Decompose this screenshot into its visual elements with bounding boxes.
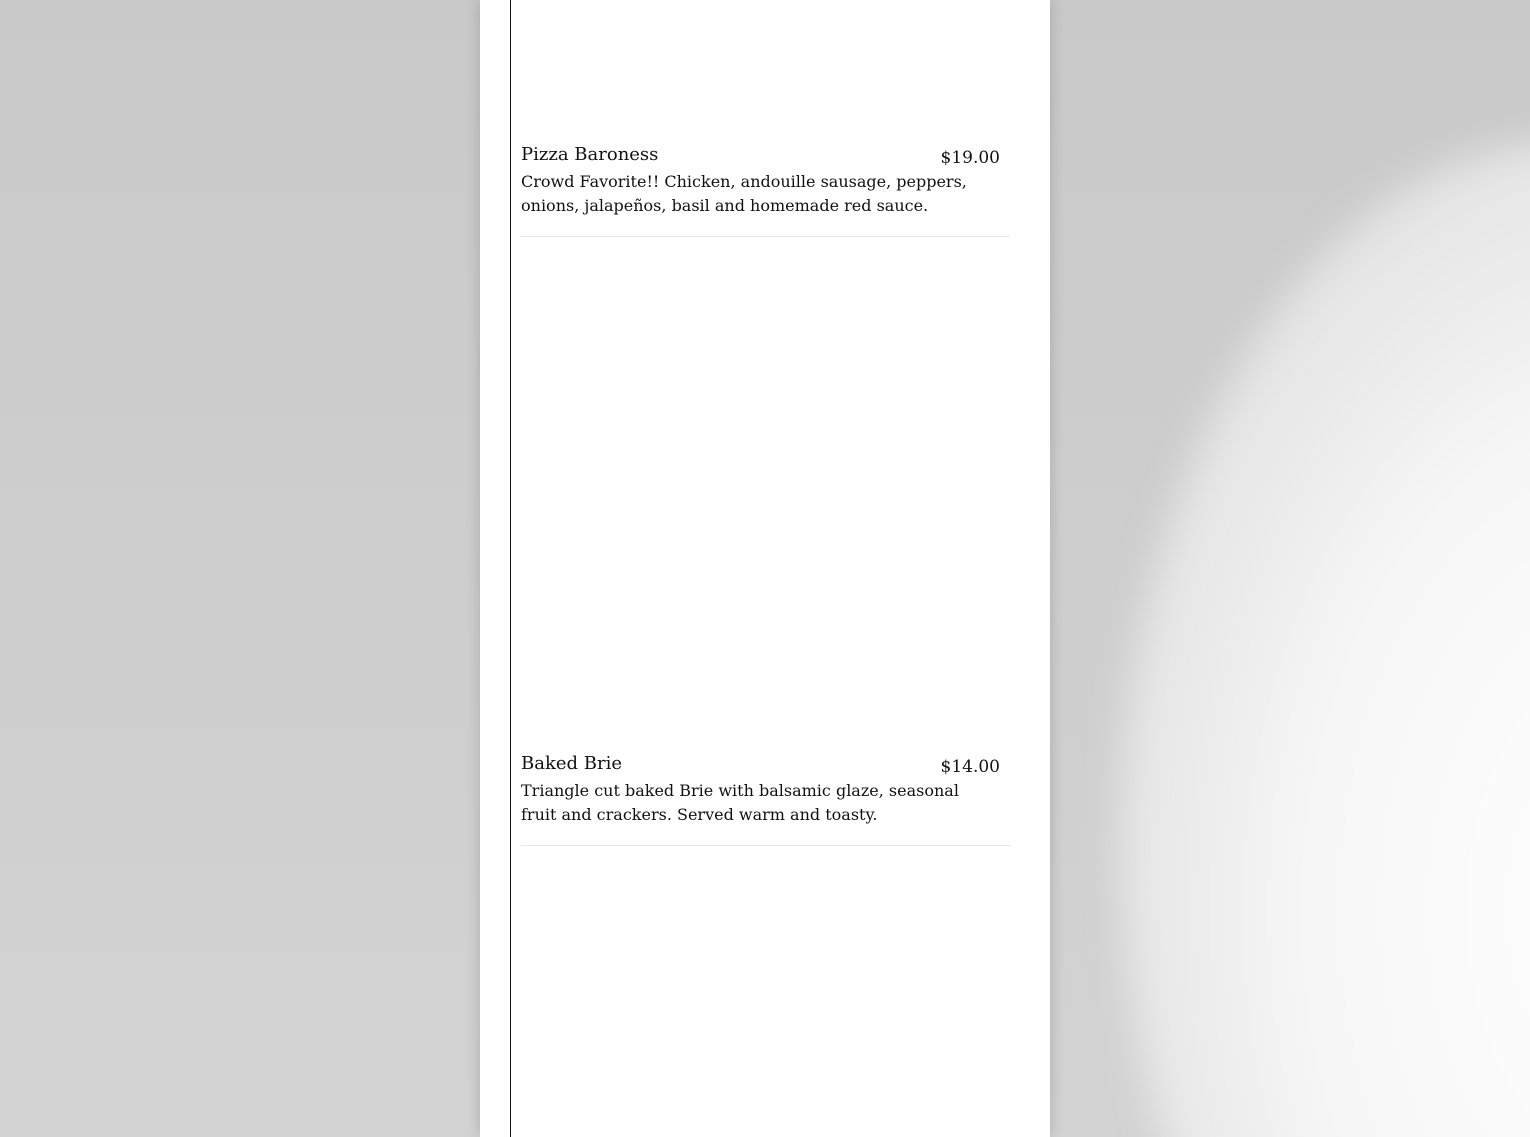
menu-item-name: Baked Brie [521,753,623,774]
menu-item-price: $14.00 [940,757,1000,777]
menu-item-description: Crowd Favorite!! Chicken, andouille sausage, peppers, onions, jalapeños, basil and homemade red sauce. [521,172,967,215]
menu-item-price: $19.00 [940,148,1000,168]
menu-item[interactable] [521,753,1010,846]
menu-item[interactable] [521,144,1010,237]
menu-left-rule [510,0,511,1137]
menu-item-header [521,753,1010,779]
menu-item-description: Triangle cut baked Brie with balsamic glaze, seasonal fruit and crackers. Served warm and toasty. [521,781,959,824]
background-light-glow [1120,140,1530,1137]
menu-page[interactable] [480,0,1050,1137]
menu-item-header [521,144,1010,170]
menu-item-name: Pizza Baroness [521,144,659,165]
